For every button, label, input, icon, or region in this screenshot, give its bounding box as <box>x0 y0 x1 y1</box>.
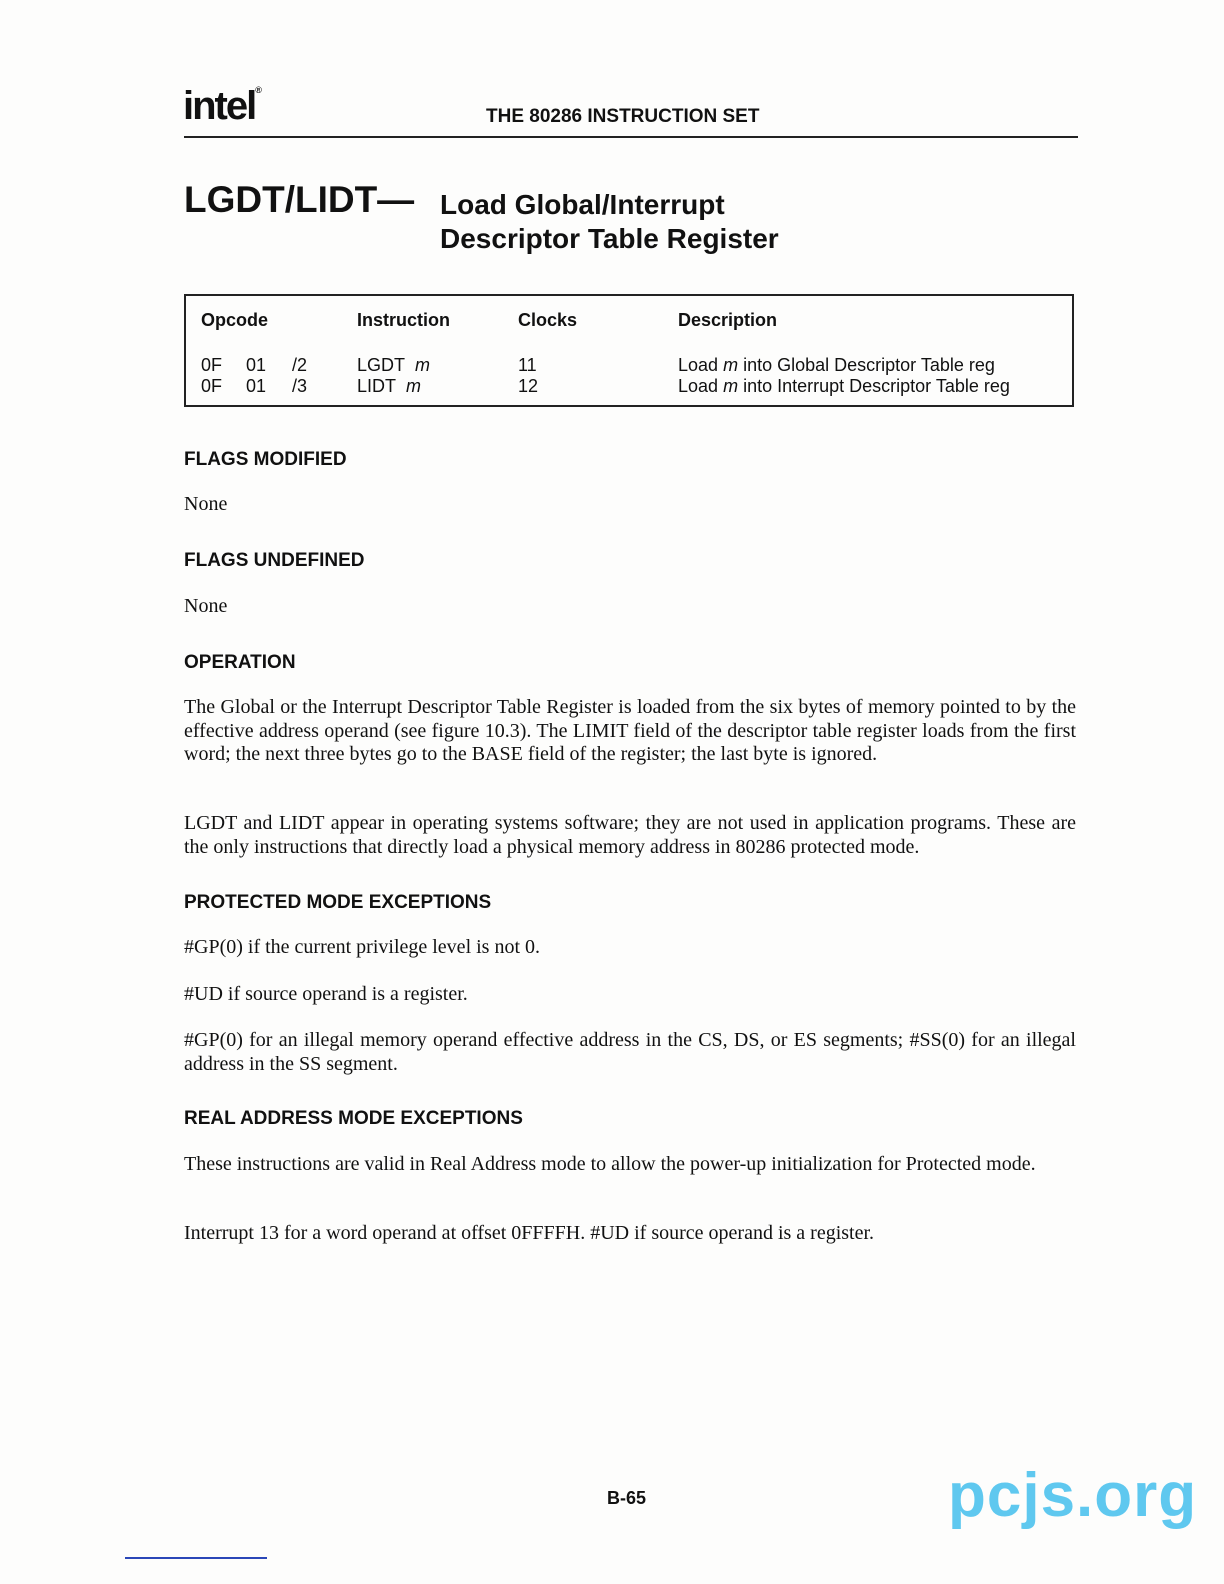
header-description: Description <box>678 310 778 330</box>
title-line-1: Load Global/Interrupt <box>440 189 725 220</box>
pcjs-watermark: pcjs.org <box>948 1461 1198 1530</box>
operation-heading: OPERATION <box>184 652 296 673</box>
protected-mode-exception-1: #GP(0) if the current privilege level is not 0. <box>184 936 541 958</box>
intel-logo: intel® <box>183 84 262 128</box>
operation-paragraph-1: The Global or the Interrupt Descriptor Table Register is loaded from the six bytes of memory pointed to by the effective address operand (see figure 10.3). The LIMIT field of the descriptor table register loads from the first word; the next three bytes go to the BASE field of the register; the last byte is ignored. <box>184 696 1076 765</box>
protected-mode-exception-2: #UD if source operand is a register. <box>184 983 468 1005</box>
row2-clocks: 12 <box>518 376 539 396</box>
row2-description: Load m into Interrupt Descriptor Table reg <box>678 376 1010 396</box>
page-title-description <box>440 188 779 256</box>
page-title-mnemonic: LGDT/LIDT— <box>184 179 415 220</box>
header-rule <box>184 136 1078 138</box>
registered-mark: ® <box>255 85 262 95</box>
protected-mode-exception-3: #GP(0) for an illegal memory operand effective address in the CS, DS, or ES segments; #SS(0) for an illegal address in the SS segment. <box>184 1029 1076 1075</box>
flags-modified-heading: FLAGS MODIFIED <box>184 449 347 470</box>
header-clocks: Clocks <box>518 310 578 330</box>
protected-mode-heading: PROTECTED MODE EXCEPTIONS <box>184 892 492 913</box>
real-mode-paragraph-1: These instructions are valid in Real Address mode to allow the power-up initialization for Protected mode. <box>184 1153 1036 1175</box>
row1-clocks: 11 <box>518 355 537 375</box>
real-mode-paragraph-2: Interrupt 13 for a word operand at offset 0FFFFH. #UD if source operand is a register. <box>184 1222 875 1244</box>
page-number: B-65 <box>607 1488 647 1508</box>
row2-opcode-byte1: 0F <box>201 376 223 396</box>
running-head: THE 80286 INSTRUCTION SET <box>486 106 760 127</box>
row1-opcode-byte2: 01 <box>246 355 267 375</box>
title-line-2: Descriptor Table Register <box>440 223 779 254</box>
flags-undefined-heading: FLAGS UNDEFINED <box>184 550 365 571</box>
header-instruction: Instruction <box>357 310 450 330</box>
operation-paragraph-2: LGDT and LIDT appear in operating systems software; they are not used in application programs. These are the only instructions that directly load a physical memory address in 80286 protected mode. <box>184 812 1076 858</box>
bottom-link-underline <box>125 1557 267 1559</box>
row1-description: Load m into Global Descriptor Table reg <box>678 355 995 375</box>
flags-modified-text: None <box>184 493 228 515</box>
row1-opcode-reg: /2 <box>292 355 308 375</box>
row2-opcode-reg: /3 <box>292 376 308 396</box>
row1-instruction: LGDT m <box>357 355 431 375</box>
row1-opcode-byte1: 0F <box>201 355 223 375</box>
opcode-table <box>184 294 1074 407</box>
real-mode-heading: REAL ADDRESS MODE EXCEPTIONS <box>184 1108 523 1129</box>
header-opcode: Opcode <box>201 310 269 330</box>
flags-undefined-text: None <box>184 595 228 617</box>
row2-instruction: LIDT m <box>357 376 422 396</box>
row2-opcode-byte2: 01 <box>246 376 267 396</box>
